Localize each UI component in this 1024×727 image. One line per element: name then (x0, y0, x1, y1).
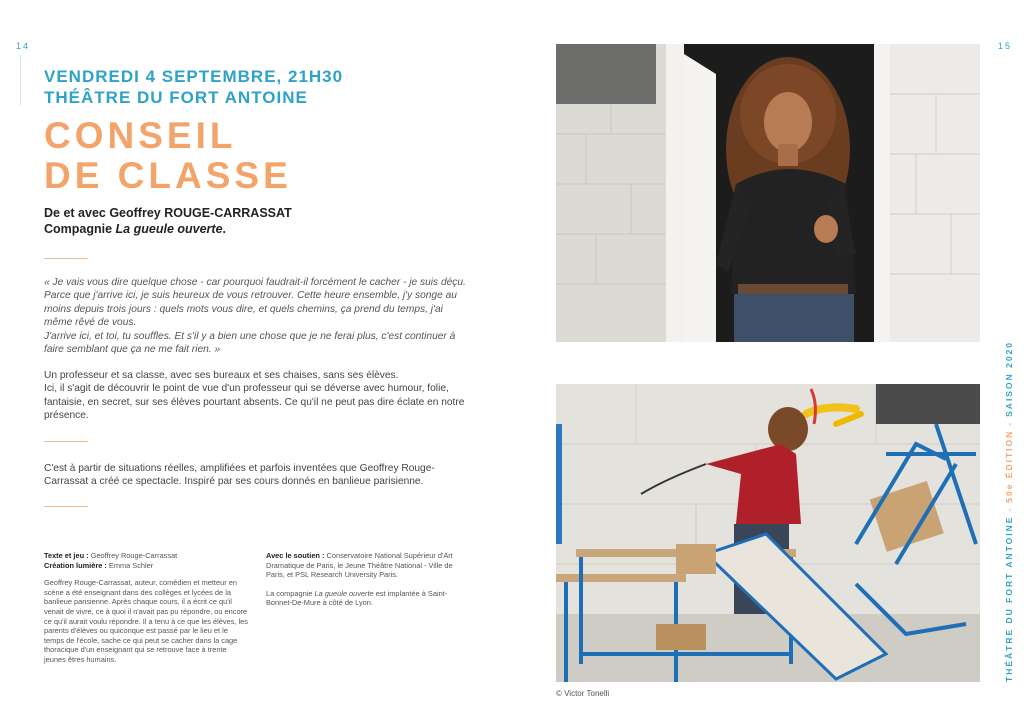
photo-classroom-chairs-image (556, 384, 980, 682)
credit-lines: Texte et jeu : Geoffrey Rouge-Carrassat Création lumière : Emma Schler (44, 551, 178, 570)
side-season: SAISON 2020 (1004, 340, 1014, 417)
divider-rule (44, 441, 88, 442)
event-date: VENDREDI 4 SEPTEMBRE, 21H30 (44, 67, 344, 86)
show-title (44, 116, 292, 196)
side-running-title: THÉÂTRE DU FORT ANTOINE-50e ÉDITION-SAISON 2020 (1004, 340, 1014, 682)
show-title-line1: CONSEIL (44, 115, 237, 156)
show-title-line2: DE CLASSE (44, 155, 292, 196)
page-number-left: 14 (16, 41, 31, 51)
company-location: La compagnie La gueule ouverte est implantée à Saint-Bonnet-De-Mure à côté de Lyon. (266, 588, 448, 608)
vertical-divider (20, 55, 21, 105)
company-name: La gueule ouverte (115, 222, 223, 236)
authors-line: De et avec Geoffrey ROUGE-CARRASSAT (44, 206, 292, 220)
author-bio: Geoffrey Rouge-Carrassat, auteur, comédien et metteur en scène a été enseignant dans des collèges et lycées de la banlieue parisienne. Après chaque cours, il a écrit ce qu'il venait de vivre, ce à quoi il n'avait pas pu répondre, ou encore ce qu'il aurait voulu répondre. Il a tenu à ce que les élèves, les parents d'élèves ou quiconque est passé par le lieu et le temps de l'école, sache ce qui peut se cacher dans la cage thoracique d'un enseignant qui se retrouve face à trente jeunes êtres humains. (44, 578, 248, 664)
quote-paragraph: « Je vais vous dire quelque chose - car pourquoi faudrait-il forcément le cacher - je suis déçu. Parce que j'arrive ici, je suis heureux de vous retrouver. Cette heure ensemble, j'y songe au moins depuis trois jours : quels mots vous dire, et quels chemins, ça prend du temps, j'ai même rêvé de vous. (44, 277, 466, 329)
quote-block (44, 276, 469, 356)
credits-left (44, 551, 249, 674)
authors-block (44, 205, 292, 237)
context-paragraph: C'est à partir de situations réelles, amplifiées et parfois inventées que Geoffrey Rouge-Carrassat a créé ce spectacle. Inspiré par ses cours donnés en banlieue parisienne. (44, 463, 435, 488)
description-paragraph: Un professeur et sa classe, avec ses bureaux et ses chaises, sans ses élèves. (44, 370, 399, 381)
quote-paragraph: J'arrive ici, et toi, tu souffles. Et s'il y a bien une chose que je ne ferai plus, c'est continuer à faire semblant que ça ne me fait rien. » (44, 330, 456, 356)
description-paragraph: Ici, il s'agit de découvrir le point de vue d'un professeur qui se déverse avec humour, folie, fantaisie, en secret, sur ses élèves pourtant absents. Ce qu'il ne peut pas dire éclate en notre présence. (44, 383, 465, 422)
photo-actor-doorway (556, 44, 980, 342)
side-venue: THÉÂTRE DU FORT ANTOINE (1004, 515, 1014, 682)
description-block (44, 369, 474, 423)
event-venue: THÉÂTRE DU FORT ANTOINE (44, 88, 308, 107)
page-number-right: 15 (998, 41, 1013, 51)
side-edition: 50e ÉDITION (1004, 429, 1014, 503)
photo-actor-doorway-image (556, 44, 980, 342)
support-line: Avec le soutien : Conservatoire National Supérieur d'Art Dramatique de Paris, le Jeune Théâtre National - Ville de Paris, et PSL Research University Paris. (266, 551, 453, 580)
photo-classroom-chairs (556, 384, 980, 682)
credits-right (266, 551, 462, 617)
divider-rule (44, 258, 88, 259)
company-line: Compagnie La gueule ouverte. (44, 222, 227, 236)
divider-rule (44, 506, 88, 507)
photo-credit: © Victor Tonelli (556, 689, 610, 698)
event-header (44, 66, 343, 108)
